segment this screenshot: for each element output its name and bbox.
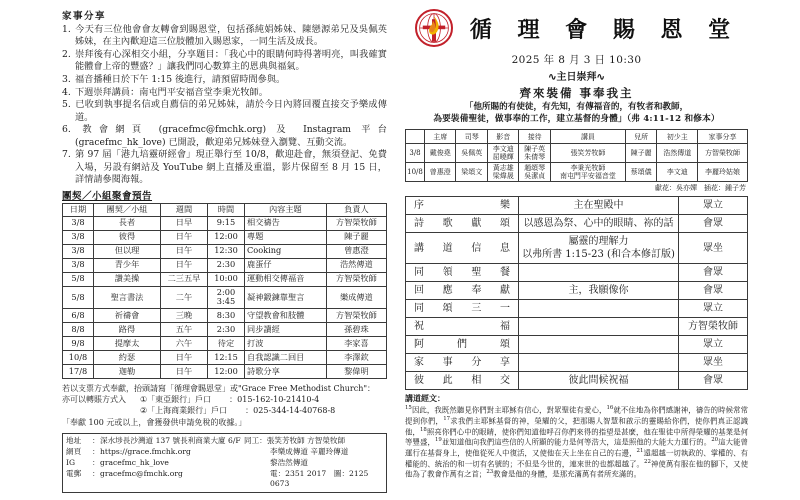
contact-key: IG <box>66 457 76 467</box>
theme-verse-line2: 為要裝備聖徒，做事奉的工作，建立基督的身體」（弗 4:11-12 和修本） <box>433 114 720 125</box>
table-cell: 彼得 <box>94 230 161 244</box>
table-row <box>406 318 748 336</box>
table-cell: 陳子英 朱倩琴 <box>519 144 550 163</box>
table-cell: 17/8 <box>63 365 94 379</box>
table-cell: 陳子麗 <box>326 230 386 244</box>
table-cell: 吳佩英 <box>456 144 487 163</box>
bank-account-number: ：025-344-14-40768-8 <box>245 405 336 415</box>
news-item-text: 教會網頁 (gracefmc@fmchk.org) 及 Instagram 平台 (gracefmc_hk_love) 已開設，歡迎弟兄姊妹登入瀏覽、互動交流。 <box>75 124 387 148</box>
order-item-content <box>519 300 679 318</box>
contact-row <box>66 469 244 480</box>
table-row <box>406 264 748 282</box>
table-cell: 待定 <box>208 337 245 351</box>
table-cell: 聖言書法 <box>94 286 161 308</box>
table-cell: 運動相交傳福音 <box>245 272 327 286</box>
right-swirl-icon: ∿ <box>596 72 605 83</box>
fellowship-table <box>62 203 387 379</box>
table-cell: 李文迪 屈曉輝 <box>487 144 518 163</box>
table-row <box>406 282 748 300</box>
duty-col-header: 講員 <box>550 130 625 144</box>
right-column <box>395 0 800 500</box>
table-cell: 日午 <box>161 351 208 365</box>
table-row <box>406 215 748 233</box>
order-item-participant: 會眾 <box>679 215 748 233</box>
table-row <box>63 258 387 272</box>
table-cell: 12:30 <box>208 244 245 258</box>
news-heading: 家事分享 <box>62 11 107 22</box>
service-date: 2025 年 8 月 3 日 10:30 <box>511 54 642 66</box>
news-item-number: 5. <box>62 99 71 111</box>
table-cell: 3/8 <box>63 258 94 272</box>
contact-details <box>66 436 244 490</box>
service-type-label <box>405 68 748 83</box>
table-cell: 2:30 <box>208 323 245 337</box>
verse-number: 23 <box>486 469 494 476</box>
duty-col-header: 接待 <box>519 130 550 144</box>
verse-text: 教會是他的身體，是那充滿萬有者所充滿的。 <box>493 469 641 479</box>
contact-key: 網頁 <box>66 447 82 457</box>
table-cell: 梁頌文 <box>456 163 487 182</box>
table-row <box>406 163 748 182</box>
left-swirl-icon: ∿ <box>548 72 557 83</box>
order-item-content <box>519 336 679 354</box>
order-item-name: 講道信息 <box>406 233 519 264</box>
contact-separator: ： <box>92 436 100 446</box>
duty-header-row <box>406 130 748 144</box>
table-cell: 同步讀經 <box>245 323 327 337</box>
fellowship-col-header: 團契／小組 <box>94 204 161 217</box>
table-cell: 浩然傳道 <box>326 258 386 272</box>
table-cell: 2:00 3:45 <box>208 286 245 308</box>
order-item-participant: 眾立 <box>679 300 748 318</box>
staff-names-2: 李樂成傳道 辛麗玲傳道 <box>270 447 349 457</box>
verse-text: 求我們主耶穌基督的神，榮耀的父，把那賜人智慧和啟示的靈賜給你們，使你們真正認識他， <box>405 416 748 437</box>
contact-separator: ： <box>92 468 100 478</box>
order-item-name: 阿們頌 <box>406 336 519 354</box>
table-cell: 守望教會和肢體 <box>245 309 327 323</box>
news-item-text: 今天有三位他會會友轉會到賜恩堂，包括孫純娟姊妹、陳戀源弟兄及吳佩英姊妹，在主內歡迎這三位肢體加入賜恩家，一同生活及成長。 <box>75 24 387 48</box>
offering-transfer-block <box>62 395 387 417</box>
news-item <box>62 87 387 99</box>
table-cell: 5/8 <box>63 272 94 286</box>
table-row <box>406 354 748 372</box>
table-cell: 讚美操 <box>94 272 161 286</box>
table-row <box>63 272 387 286</box>
duty-date: 3/8 <box>406 144 425 163</box>
table-cell: 詩歌分享 <box>245 365 327 379</box>
order-item-content: 彼此問候祝福 <box>519 372 679 390</box>
contact-value: https://grace.fmchk.org <box>100 447 191 457</box>
verse-text: 遠超越一切執政的、掌權的、有權能的、統治的和一切有名號的；不但是今世的，連來世的也都超越了。 <box>405 448 748 469</box>
table-row <box>63 323 387 337</box>
table-cell: 5/8 <box>63 286 94 308</box>
news-list <box>62 24 387 186</box>
staff-names-3: 黎浩然傳道 <box>270 457 308 467</box>
table-row <box>406 300 748 318</box>
contact-key: 電郵 <box>66 468 82 478</box>
service-type-text: 主日崇拜 <box>556 72 597 83</box>
table-cell: Cooking <box>245 244 327 258</box>
verse-number: 21 <box>636 448 644 454</box>
order-item-content <box>519 354 679 372</box>
news-item <box>62 149 387 186</box>
table-cell: 浩然傳道 <box>657 144 698 163</box>
table-cell: 青少年 <box>94 258 161 272</box>
contact-separator: ： <box>92 457 100 467</box>
table-cell: 自我認識二回目 <box>245 351 327 365</box>
table-cell: 10:00 <box>208 272 245 286</box>
news-item <box>62 124 387 148</box>
table-cell: 曾惠澄 <box>326 244 386 258</box>
table-cell: 鹿蛋仔 <box>245 258 327 272</box>
table-row <box>406 144 748 163</box>
church-brand <box>405 8 748 48</box>
news-item-number: 6. <box>62 124 71 136</box>
verse-number: 15 <box>405 405 412 412</box>
table-cell: 三晚 <box>161 309 208 323</box>
table-cell: 專題 <box>245 230 327 244</box>
news-item-number: 3. <box>62 73 71 85</box>
order-item-participant: 眾坐 <box>679 354 748 372</box>
left-column <box>0 0 395 500</box>
order-item-participant: 會眾 <box>679 264 748 282</box>
table-cell: 二三五早 <box>161 272 208 286</box>
order-item-participant: 方智榮牧師 <box>679 318 748 336</box>
scripture-text <box>405 405 748 480</box>
bank-account-line <box>140 406 335 417</box>
table-cell: 長者 <box>94 216 161 230</box>
news-item <box>62 74 387 86</box>
table-cell: 樂成傳道 <box>326 286 386 308</box>
contact-value: 深水埗長沙灣道 137 號長利商業大廈 6/F <box>100 436 241 446</box>
worship-order-table <box>405 196 748 390</box>
offering-cheque-line: 若以支票方式奉獻，抬頭請寫「循理會賜恩堂」或"Grace Free Methodist Church"： <box>62 384 376 394</box>
order-item-content: 主，我願像你 <box>519 282 679 300</box>
table-cell: 張笑芳牧師 <box>550 144 625 163</box>
table-row <box>63 337 387 351</box>
verse-number: 18 <box>419 426 427 433</box>
verse-text: 並知道他向我們這些信的人所顯的能力是何等浩大，這是照他的大能大力運行的。 <box>441 437 712 447</box>
table-row <box>63 351 387 365</box>
order-item-participant: 眾立 <box>679 336 748 354</box>
table-cell: 祈禱會 <box>94 309 161 323</box>
news-item-number: 4. <box>62 86 71 98</box>
order-item-name: 家事分享 <box>406 354 519 372</box>
news-item-text: 第 97 屆「港九培靈研經會」現正舉行至 10/8，歡迎赴會，無須登記、免費入場，另設有網站及 YouTube 網上直播及重溫，影片保留至 8 月 15 日，詳情請參閱海報。 <box>75 149 387 185</box>
table-cell: 3/8 <box>63 230 94 244</box>
verse-text: 因此，我既然聽見你們對主耶穌有信心，對眾聖徒有愛心， <box>411 405 607 415</box>
table-cell: 李澤欽 <box>326 351 386 365</box>
table-cell: 方智榮牧師 <box>326 216 386 230</box>
contact-phone: 電：2351 2017 圖：2125 0673 <box>270 468 369 489</box>
scripture-heading: 講道經文： <box>405 393 445 404</box>
table-cell: 10/8 <box>63 351 94 365</box>
table-cell: 3/8 <box>63 244 94 258</box>
contact-box <box>62 433 387 493</box>
table-cell: 日早 <box>161 216 208 230</box>
order-item-content: 主在聖殿中 <box>519 197 679 215</box>
duty-date: 10/8 <box>406 163 425 182</box>
contact-value: gracefmc_hk_love <box>100 457 169 467</box>
fellowship-col-header: 時間 <box>208 204 245 217</box>
order-item-name: 序樂 <box>406 197 519 215</box>
table-cell: 方智榮牧師 <box>326 272 386 286</box>
news-item <box>62 99 387 123</box>
table-row <box>63 230 387 244</box>
verse-number: 16 <box>606 405 614 412</box>
news-item <box>62 24 387 48</box>
table-cell: 曾惠澄 <box>425 163 456 182</box>
bank-name: 「上海商業銀行」戶口 <box>147 405 228 415</box>
order-item-name: 回應奉獻 <box>406 282 519 300</box>
table-row <box>63 244 387 258</box>
contact-row <box>66 458 244 469</box>
table-row <box>406 233 748 264</box>
duty-col-header <box>406 130 425 144</box>
news-item-number: 7. <box>62 149 71 161</box>
contact-separator: ： <box>92 447 100 457</box>
table-cell: 李家喜 <box>326 337 386 351</box>
table-cell: 但以理 <box>94 244 161 258</box>
table-cell: 日午 <box>161 244 208 258</box>
fellowship-title: 團契／小組聚會預告 <box>62 191 153 203</box>
table-cell: 12:15 <box>208 351 245 365</box>
duty-col-header: 司琴 <box>456 130 487 144</box>
table-cell: 6/8 <box>63 309 94 323</box>
order-item-participant: 會眾 <box>679 282 748 300</box>
theme-verse-line1: 「他所賜的有使徒，有先知，有傳福音的，有牧者和教師， <box>464 102 689 112</box>
table-cell: 黃志雄 梁煒晟 <box>487 163 518 182</box>
table-cell: 蔡頌儀 <box>625 163 656 182</box>
table-cell: 迦勒 <box>94 365 161 379</box>
staff-names-1: 張笑芳牧師 方智榮牧師 <box>266 436 346 446</box>
contact-row <box>66 436 244 447</box>
table-cell: 李文迪 <box>657 163 698 182</box>
table-cell: 方智榮牧師 <box>326 309 386 323</box>
table-row <box>406 372 748 390</box>
table-cell: 2:30 <box>208 258 245 272</box>
table-cell: 打波 <box>245 337 327 351</box>
verse-text: 神使萬有服在他的腳下，又使他為了教會作萬有之首； <box>405 459 748 479</box>
table-cell: 提摩太 <box>94 337 161 351</box>
table-cell: 相交禱告 <box>245 216 327 230</box>
flame-cross-logo-icon <box>414 8 454 48</box>
table-cell: 約瑟 <box>94 351 161 365</box>
news-item-text: 崇拜後有心深相交小組，分享題目：「我心中的眼睛何時得著明亮，叫我確實能體會上帝的豐盛？」讓我們同心數算主的恩典與福氣。 <box>75 48 387 73</box>
verse-number: 22 <box>644 458 651 465</box>
verse-number: 19 <box>434 437 442 444</box>
order-item-participant: 眾立 <box>679 197 748 215</box>
news-item-text: 福音播種日於下午 1:15 後進行，請預留時間參與。 <box>75 73 286 85</box>
duty-col-header: 家事分享 <box>698 130 748 144</box>
table-cell: 8/8 <box>63 323 94 337</box>
fellowship-col-header: 週間 <box>161 204 208 217</box>
verse-number: 20 <box>711 437 719 444</box>
fellowship-header-row <box>63 204 387 217</box>
offering-info <box>62 384 387 429</box>
table-cell: 二午 <box>161 286 208 308</box>
table-cell: 9:15 <box>208 216 245 230</box>
duty-col-header: 影音 <box>487 130 518 144</box>
table-cell: 六午 <box>161 337 208 351</box>
table-row <box>406 197 748 215</box>
contact-row <box>66 447 244 458</box>
table-row <box>63 309 387 323</box>
news-item-number: 1. <box>62 24 71 35</box>
fellowship-col-header: 負責人 <box>326 204 386 217</box>
news-item <box>62 49 387 73</box>
staff-label: 同工： <box>244 436 267 446</box>
bank-marker: ② <box>140 405 148 415</box>
church-name: 循 理 會 賜 恩 堂 <box>469 16 740 43</box>
bank-account-number: ：015-162-10-21410-4 <box>229 394 320 404</box>
staff-line-1 <box>244 436 383 447</box>
flower-credits: 獻花：吳亦嬋 插花：鍾子芳 <box>655 184 746 193</box>
table-row <box>406 336 748 354</box>
fellowship-col-header: 日期 <box>63 204 94 217</box>
bank-name: 「東亞銀行」戶口 <box>147 394 212 404</box>
duty-col-header: 主席 <box>425 130 456 144</box>
table-row <box>63 216 387 230</box>
order-item-content <box>519 318 679 336</box>
order-item-content: 以感恩為祭、心中的眼睛、祢的話 <box>519 215 679 233</box>
table-cell: 3/8 <box>63 216 94 230</box>
offering-transfer-label: 亦可以轉賬方式入 <box>62 394 126 404</box>
verse-number: 17 <box>443 415 451 422</box>
order-item-participant: 眾坐 <box>679 233 748 264</box>
offering-receipt-note: 「奉獻 100 元或以上，會獲發供申請免稅的收據。」 <box>62 418 247 428</box>
table-cell: 8:30 <box>208 309 245 323</box>
table-cell: 孫碧珠 <box>326 323 386 337</box>
table-cell: 李麗玲姑娘 <box>698 163 748 182</box>
bank-list <box>140 395 335 417</box>
order-item-name: 同頌三一 <box>406 300 519 318</box>
contact-staff <box>244 436 383 490</box>
news-item-text: 已收到執事提名信或自薦信的弟兄姊妹，請於今日內將回覆直接交予樂成傳道。 <box>75 99 387 123</box>
table-cell: 陳子麗 <box>625 144 656 163</box>
duty-roster-table <box>405 129 748 182</box>
table-cell: 趙頌琴 吳潔貞 <box>519 163 550 182</box>
verse-text: 就不住地為你們感謝神，禱告的時候常常提到你們， <box>405 405 748 426</box>
table-cell: 凝神鍛鍊靠聖言 <box>245 286 327 308</box>
contact-value: gracefmc@fmchk.org <box>100 468 183 478</box>
table-cell: 方智榮牧師 <box>698 144 748 163</box>
order-item-participant: 會眾 <box>679 372 748 390</box>
table-row <box>63 365 387 379</box>
table-row <box>63 286 387 308</box>
table-cell: 9/8 <box>63 337 94 351</box>
table-cell: 日午 <box>161 365 208 379</box>
verse-text: 這大能曾運行在基督身上，使他從死人中復活，又使他在天上坐在自己的右邊， <box>405 437 748 458</box>
bank-account-line <box>140 395 335 406</box>
table-cell: 李秉光牧師 南屯門平安福音堂 <box>550 163 625 182</box>
order-item-name: 同領聖餐 <box>406 264 519 282</box>
table-cell: 日午 <box>161 258 208 272</box>
order-item-name: 彼此相交 <box>406 372 519 390</box>
duty-col-header: 初少主 <box>657 130 698 144</box>
duty-col-header: 兒所 <box>625 130 656 144</box>
service-theme: 齊來裝備 事奉我主 <box>519 86 634 100</box>
order-item-content: 屬靈的理解力 以弗所書 1:15-23 (和合本修訂版) <box>519 233 679 264</box>
table-cell: 12:00 <box>208 365 245 379</box>
contact-key: 地址 <box>66 436 82 446</box>
table-cell: 戴俊堯 <box>425 144 456 163</box>
verse-text: 照亮你們心中的眼睛，使你們知道他呼召你們來得的指望是甚麼，他在聖徒中所得榮耀的基業是何等豐盛， <box>405 427 748 447</box>
table-cell: 12:00 <box>208 230 245 244</box>
bank-marker: ① <box>140 394 148 404</box>
fellowship-col-header: 內容主題 <box>245 204 327 217</box>
table-cell: 日午 <box>161 230 208 244</box>
table-cell: 五午 <box>161 323 208 337</box>
table-cell: 路得 <box>94 323 161 337</box>
table-cell: 黎偉明 <box>326 365 386 379</box>
order-item-content <box>519 264 679 282</box>
news-item-text: 下週崇拜講員：南屯門平安福音堂李秉光牧師。 <box>75 86 268 98</box>
news-item-number: 2. <box>62 48 71 60</box>
order-item-name: 祝福 <box>406 318 519 336</box>
order-item-name: 詩歌獻頌 <box>406 215 519 233</box>
